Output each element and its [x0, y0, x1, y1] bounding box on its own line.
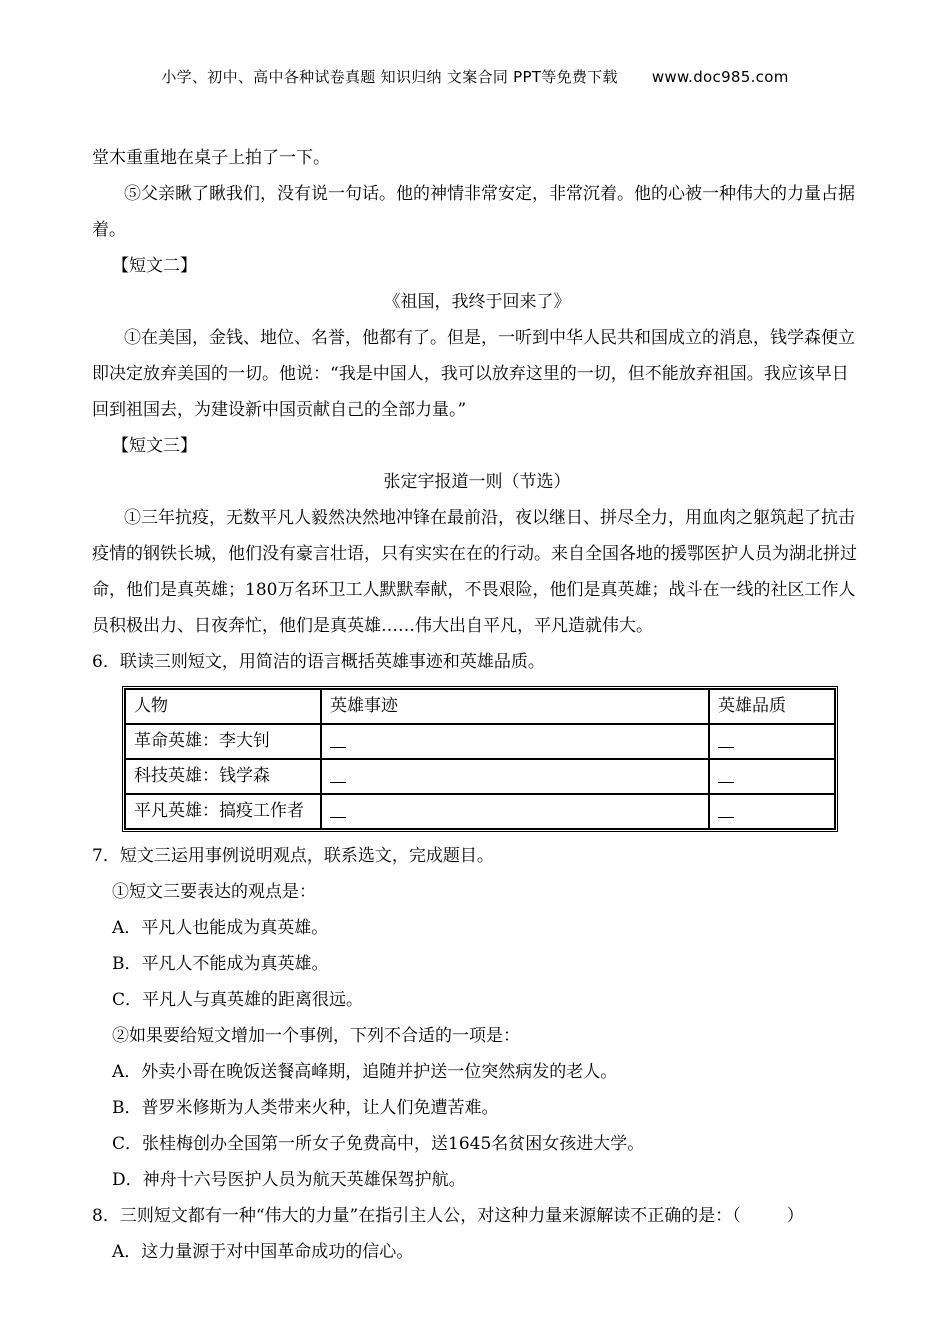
quality-answer-blank[interactable]	[709, 724, 835, 759]
q7-sub1-option-b: B．平凡人不能成为真英雄。	[112, 954, 329, 974]
row-person: 科技英雄：钱学森	[125, 759, 321, 794]
deeds-answer-blank[interactable]	[321, 759, 709, 794]
page-header	[0, 66, 950, 87]
q7-sub2-option-c: C．张桂梅创办全国第一所女子免费高中，送1645名贫困女孩进大学。	[112, 1134, 645, 1154]
header-person: 人物	[125, 689, 321, 724]
row-person: 平凡英雄：搞疫工作者	[125, 794, 321, 829]
header-quality: 英雄品质	[709, 689, 835, 724]
q8-stem	[92, 1198, 862, 1234]
header-text: 小学、初中、高中各种试卷真题 知识归纳 文案合同 PPT等免费下载	[161, 68, 618, 86]
table-header-row	[125, 689, 835, 724]
q7-sub2-option-d: D．神舟十六号医护人员为航天英雄保驾护航。	[112, 1170, 466, 1190]
q7-sub1-option-c: C．平凡人与真英雄的距离很远。	[112, 990, 364, 1010]
passage3-para1: ①三年抗疫，无数平凡人毅然决然地冲锋在最前沿，夜以继日、拼尽全力，用血肉之躯筑起了抗击疫情的钢铁长城，他们没有豪言壮语，只有实实在在的行动。来自全国各地的援鄂医护人员为湖北拼过命，他们是真英雄；180万名环卫工人默默奉献，不畏艰险，他们是真英雄；战斗在一线的社区工作人员积极出力、日夜奔忙，他们是真英雄……伟大出自平凡，平凡造就伟大。	[92, 508, 857, 636]
deeds-answer-blank[interactable]	[321, 794, 709, 829]
table-row	[125, 759, 835, 794]
table-row	[125, 794, 835, 829]
q6-stem: 6．联读三则短文，用简洁的语言概括英雄事迹和英雄品质。	[92, 652, 545, 672]
q8-stem-end: ）	[786, 1206, 804, 1226]
passage1-tail: 堂木重重地在桌子上拍了一下。	[92, 148, 330, 168]
passage3-title: 张定宇报道一则（节选）	[383, 472, 571, 492]
passage2-label: 【短文二】	[112, 256, 197, 276]
row-person: 革命英雄：李大钊	[125, 724, 321, 759]
q7-stem: 7．短文三运用事例说明观点，联系选文，完成题目。	[92, 846, 494, 866]
passage3-label: 【短文三】	[112, 436, 197, 456]
quality-answer-blank[interactable]	[709, 794, 835, 829]
q7-sub1: ①短文三要表达的观点是：	[112, 882, 316, 902]
q7-sub1-option-a: A．平凡人也能成为真英雄。	[112, 918, 329, 938]
header-url[interactable]: www.doc985.com	[651, 68, 789, 86]
passage2-title: 《祖国，我终于回来了》	[383, 292, 571, 312]
quality-answer-blank[interactable]	[709, 759, 835, 794]
table-row	[125, 724, 835, 759]
q6-table	[122, 686, 838, 832]
document-body	[92, 140, 862, 1270]
passage1-para5: ⑤父亲瞅了瞅我们，没有说一句话。他的神情非常安定，非常沉着。他的心被一种伟大的力量占据着。	[92, 184, 855, 240]
q7-sub2: ②如果要给短文增加一个事例，下列不合适的一项是：	[112, 1026, 520, 1046]
passage2-para1: ①在美国，金钱、地位、名誉，他都有了。但是，一听到中华人民共和国成立的消息，钱学森便立即决定放弃美国的一切。他说：“我是中国人，我可以放弃这里的一切，但不能放弃祖国。我应该早日回到祖国去，为建设新中国贡献自己的全部力量。”	[92, 328, 855, 420]
q8-stem-text: 8．三则短文都有一种“伟大的力量”在指引主人公，对这种力量来源解读不正确的是：（	[92, 1206, 741, 1226]
q7-sub2-option-b: B．普罗米修斯为人类带来火种，让人们免遭苦难。	[112, 1098, 499, 1118]
header-deeds: 英雄事迹	[321, 689, 709, 724]
q8-option-a: A．这力量源于对中国革命成功的信心。	[112, 1242, 414, 1262]
deeds-answer-blank[interactable]	[321, 724, 709, 759]
q7-sub2-option-a: A．外卖小哥在晚饭送餐高峰期，追随并护送一位突然病发的老人。	[112, 1062, 618, 1082]
